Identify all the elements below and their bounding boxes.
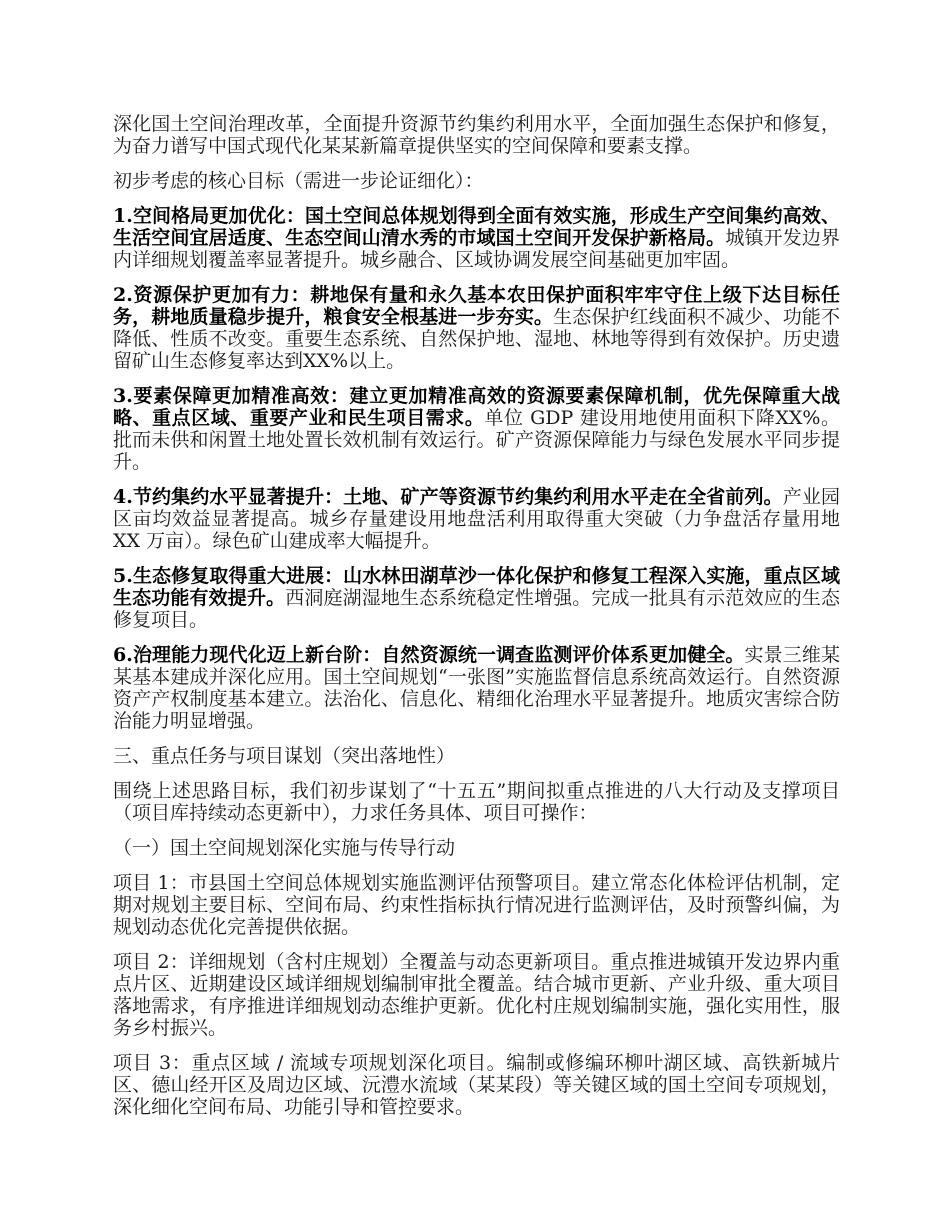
core-goals-heading — [113, 170, 840, 192]
subsection-1-heading — [113, 837, 840, 859]
section-3-heading — [113, 745, 840, 767]
paragraph-text: 项目 2：详细规划（含村庄规划）全覆盖与动态更新项目。重点推进城镇开发边界内重点片区、近期建设区域详细规划编制审批全覆盖。结合城市更新、产业升级、重大项目落地需求，有序推进详细规划动态维护更新。优化村庄规划编制实施，强化实用性，服务乡村振兴。 — [113, 951, 840, 1039]
goal-6 — [113, 644, 840, 732]
paragraph-text: （一）国土空间规划深化实施与传导行动 — [113, 837, 456, 859]
project-3 — [113, 1052, 840, 1118]
section-3-intro — [113, 780, 840, 824]
paragraph-text: 项目 3：重点区域 / 流域专项规划深化项目。编制或修编环柳叶湖区域、高铁新城片区、德山经开区及周边区域、沅澧水流域（某某段）等关键区域的国土空间专项规划，深化细化空间布局、功能引导和管控要求。 — [113, 1052, 840, 1118]
paragraph-text: 产业园区亩均效益显著提高。城乡存量建设用地盘活利用取得重大突破（力争盘活存量用地 XX 万亩）。绿色矿山建成率大幅提升。 — [113, 486, 840, 552]
paragraph-text: 实景三维某某基本建成并深化应用。国土空间规划“一张图”实施监督信息系统高效运行。自然资源资产产权制度基本建立。法治化、信息化、精细化治理水平显著提升。地质灾害综合防治能力明显增强。 — [113, 644, 840, 732]
paragraph-text: 三、重点任务与项目谋划（突出落地性） — [113, 745, 456, 767]
goal-4 — [113, 486, 840, 552]
intro-paragraph — [113, 113, 840, 157]
project-2 — [113, 951, 840, 1039]
bold-lead: 3.要素保障更加精准高效：建立更加精准高效的资源要素保障机制，优先保障重大战略、重点区域、重要产业和民生项目需求。 — [113, 385, 840, 429]
paragraph-text: 单位 GDP 建设用地使用面积下降XX%。批而未供和闲置土地处置长效机制有效运行。矿产资源保障能力与绿色发展水平同步提升。 — [113, 407, 840, 473]
paragraph-text: 初步考虑的核心目标（需进一步论证细化）： — [113, 170, 484, 192]
bold-lead: 6.治理能力现代化迈上新台阶：自然资源统一调查监测评价体系更加健全。 — [113, 644, 745, 666]
paragraph-text: 围绕上述思路目标，我们初步谋划了“十五五”期间拟重点推进的八大行动及支撑项目（项目库持续动态更新中），力求任务具体、项目可操作： — [113, 780, 840, 824]
goal-5 — [113, 565, 840, 631]
goal-1 — [113, 205, 840, 271]
goal-3 — [113, 385, 840, 473]
bold-lead: 2.资源保护更加有力：耕地保有量和永久基本农田保护面积牢牢守住上级下达目标任务，耕地质量稳步提升，粮食安全根基进一步夯实。 — [113, 284, 840, 328]
paragraph-text: 项目 1：市县国土空间总体规划实施监测评估预警项目。建立常态化体检评估机制，定期对规划主要目标、空间布局、约束性指标执行情况进行监测评估，及时预警纠偏，为规划动态优化完善提供依据。 — [113, 872, 840, 938]
bold-lead: 1.空间格局更加优化：国土空间总体规划得到全面有效实施，形成生产空间集约高效、生活空间宜居适度、生态空间山清水秀的市域国土空间开发保护新格局。 — [113, 205, 840, 249]
bold-lead: 4.节约集约水平显著提升：土地、矿产等资源节约集约利用水平走在全省前列。 — [113, 486, 783, 508]
paragraph-text: 西洞庭湖湿地生态系统稳定性增强。完成一批具有示范效应的生态修复项目。 — [113, 587, 840, 631]
bold-lead: 5.生态修复取得重大进展：山水林田湖草沙一体化保护和修复工程深入实施，重点区域生态功能有效提升。 — [113, 565, 840, 609]
paragraph-text: 深化国土空间治理改革，全面提升资源节约集约利用水平，全面加强生态保护和修复，为奋力谱写中国式现代化某某新篇章提供坚实的空间保障和要素支撑。 — [113, 113, 840, 157]
project-1 — [113, 872, 840, 938]
document-body — [113, 113, 840, 1131]
paragraph-text: 生态保护红线面积不减少、功能不降低、性质不改变。重要生态系统、自然保护地、湿地、林地等得到有效保护。历史遗留矿山生态修复率达到XX%以上。 — [113, 306, 840, 372]
paragraph-text: 城镇开发边界内详细规划覆盖率显著提升。城乡融合、区域协调发展空间基础更加牢固。 — [113, 227, 840, 271]
goal-2 — [113, 284, 840, 372]
